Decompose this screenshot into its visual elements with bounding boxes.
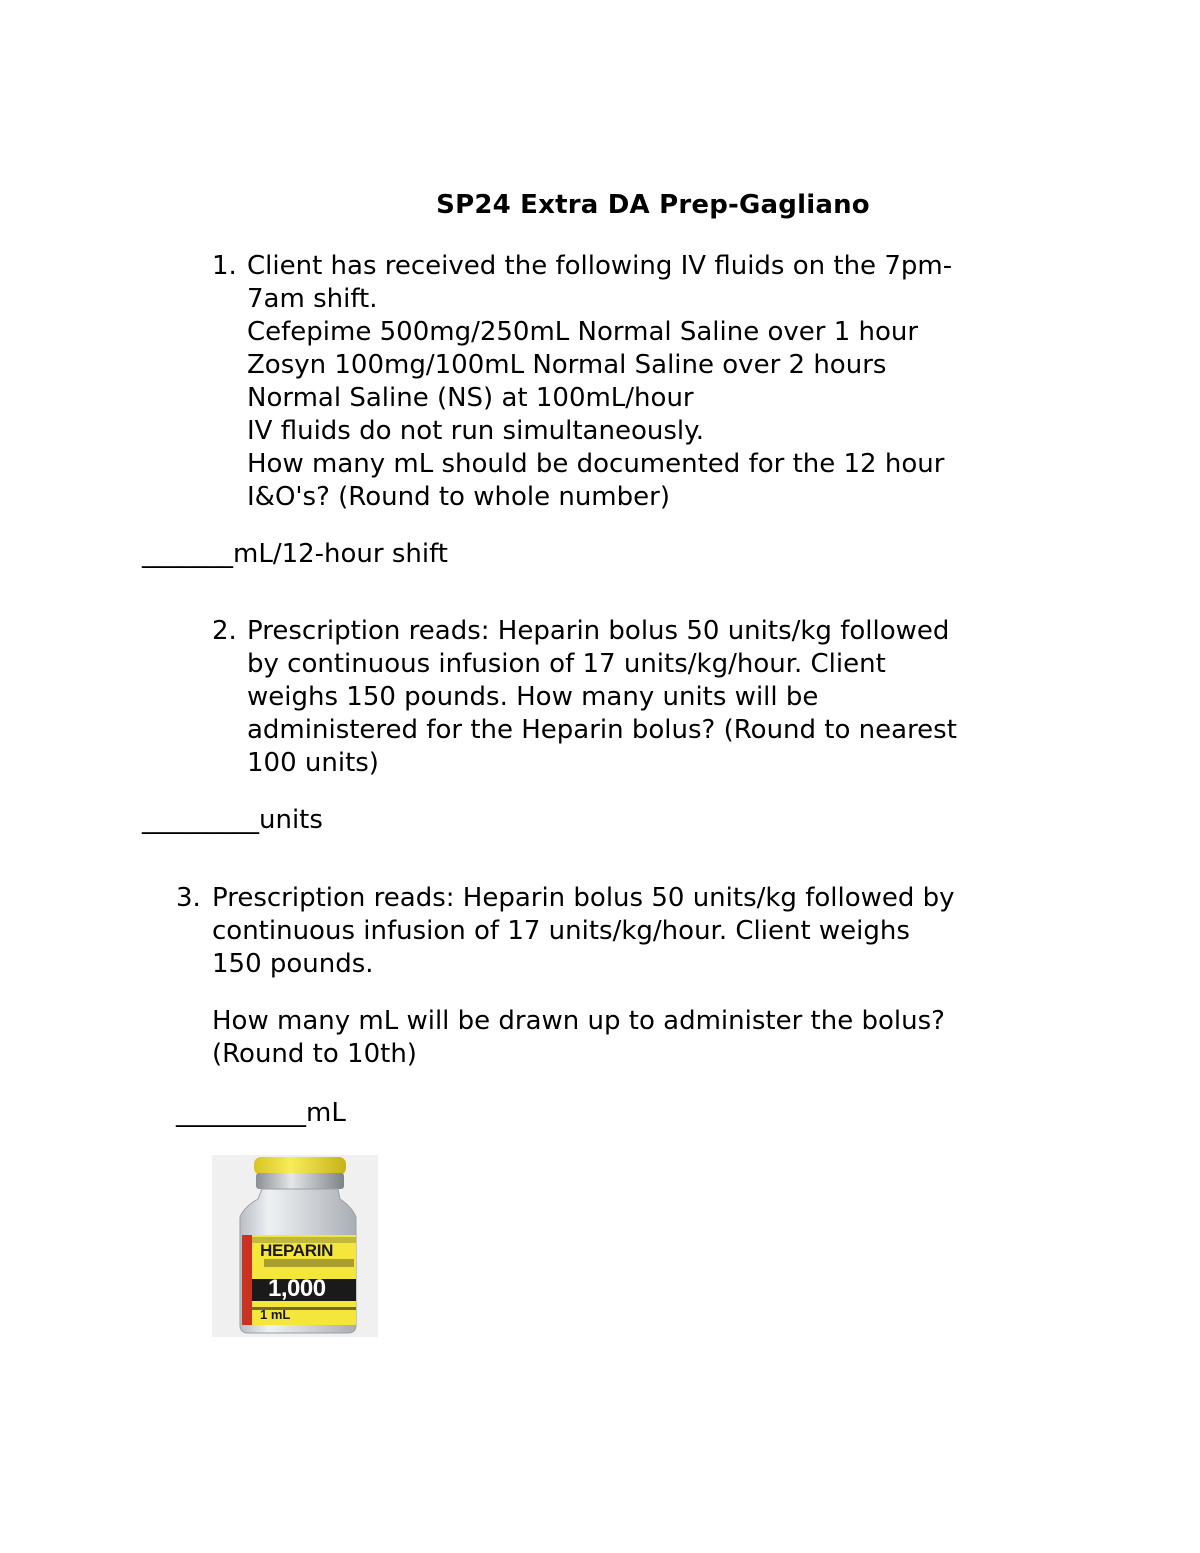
vial-brand-text: HEPARIN bbox=[260, 1241, 334, 1260]
q3-question-line: How many mL will be drawn up to administer the bolus? bbox=[212, 1006, 945, 1036]
q2-answer-blank: _________units bbox=[142, 805, 323, 835]
q1-line: Zosyn 100mg/100mL Normal Saline over 2 hours bbox=[247, 350, 887, 380]
q2-line: by continuous infusion of 17 units/kg/hour. Client bbox=[247, 649, 886, 679]
q1-line: IV fluids do not run simultaneously. bbox=[247, 416, 705, 446]
q1-line: How many mL should be documented for the 12 hour bbox=[247, 449, 945, 479]
q3-line: Prescription reads: Heparin bolus 50 units/kg followed by bbox=[212, 883, 955, 913]
vial-volume-text: 1 mL bbox=[260, 1307, 291, 1322]
q3-line: continuous infusion of 17 units/kg/hour. Client weighs bbox=[212, 916, 910, 946]
q3-line: 150 pounds. bbox=[212, 949, 374, 979]
vial-strength-text: 1,000 bbox=[268, 1275, 326, 1302]
document-title: SP24 Extra DA Prep-Gagliano bbox=[436, 190, 870, 220]
q1-number: 1. bbox=[212, 251, 237, 281]
q1-line: Cefepime 500mg/250mL Normal Saline over 1 hour bbox=[247, 317, 919, 347]
q1-answer-blank: _______mL/12-hour shift bbox=[142, 539, 448, 569]
q2-line: weighs 150 pounds. How many units will be bbox=[247, 682, 819, 712]
q3-question-line: (Round to 10th) bbox=[212, 1039, 417, 1069]
vial-subtext-bar bbox=[264, 1259, 354, 1267]
q1-line: Client has received the following IV fluids on the 7pm- bbox=[247, 251, 953, 281]
q2-line: Prescription reads: Heparin bolus 50 units/kg followed bbox=[247, 616, 950, 646]
q1-line: I&O's? (Round to whole number) bbox=[247, 482, 670, 512]
q2-line: 100 units) bbox=[247, 748, 379, 778]
q2-number: 2. bbox=[212, 616, 237, 646]
heparin-vial-image bbox=[212, 1155, 378, 1337]
q2-line: administered for the Heparin bolus? (Round to nearest bbox=[247, 715, 957, 745]
q3-answer-blank: __________mL bbox=[176, 1098, 346, 1128]
q3-number: 3. bbox=[176, 883, 201, 913]
q1-line: Normal Saline (NS) at 100mL/hour bbox=[247, 383, 694, 413]
q1-line: 7am shift. bbox=[247, 284, 378, 314]
